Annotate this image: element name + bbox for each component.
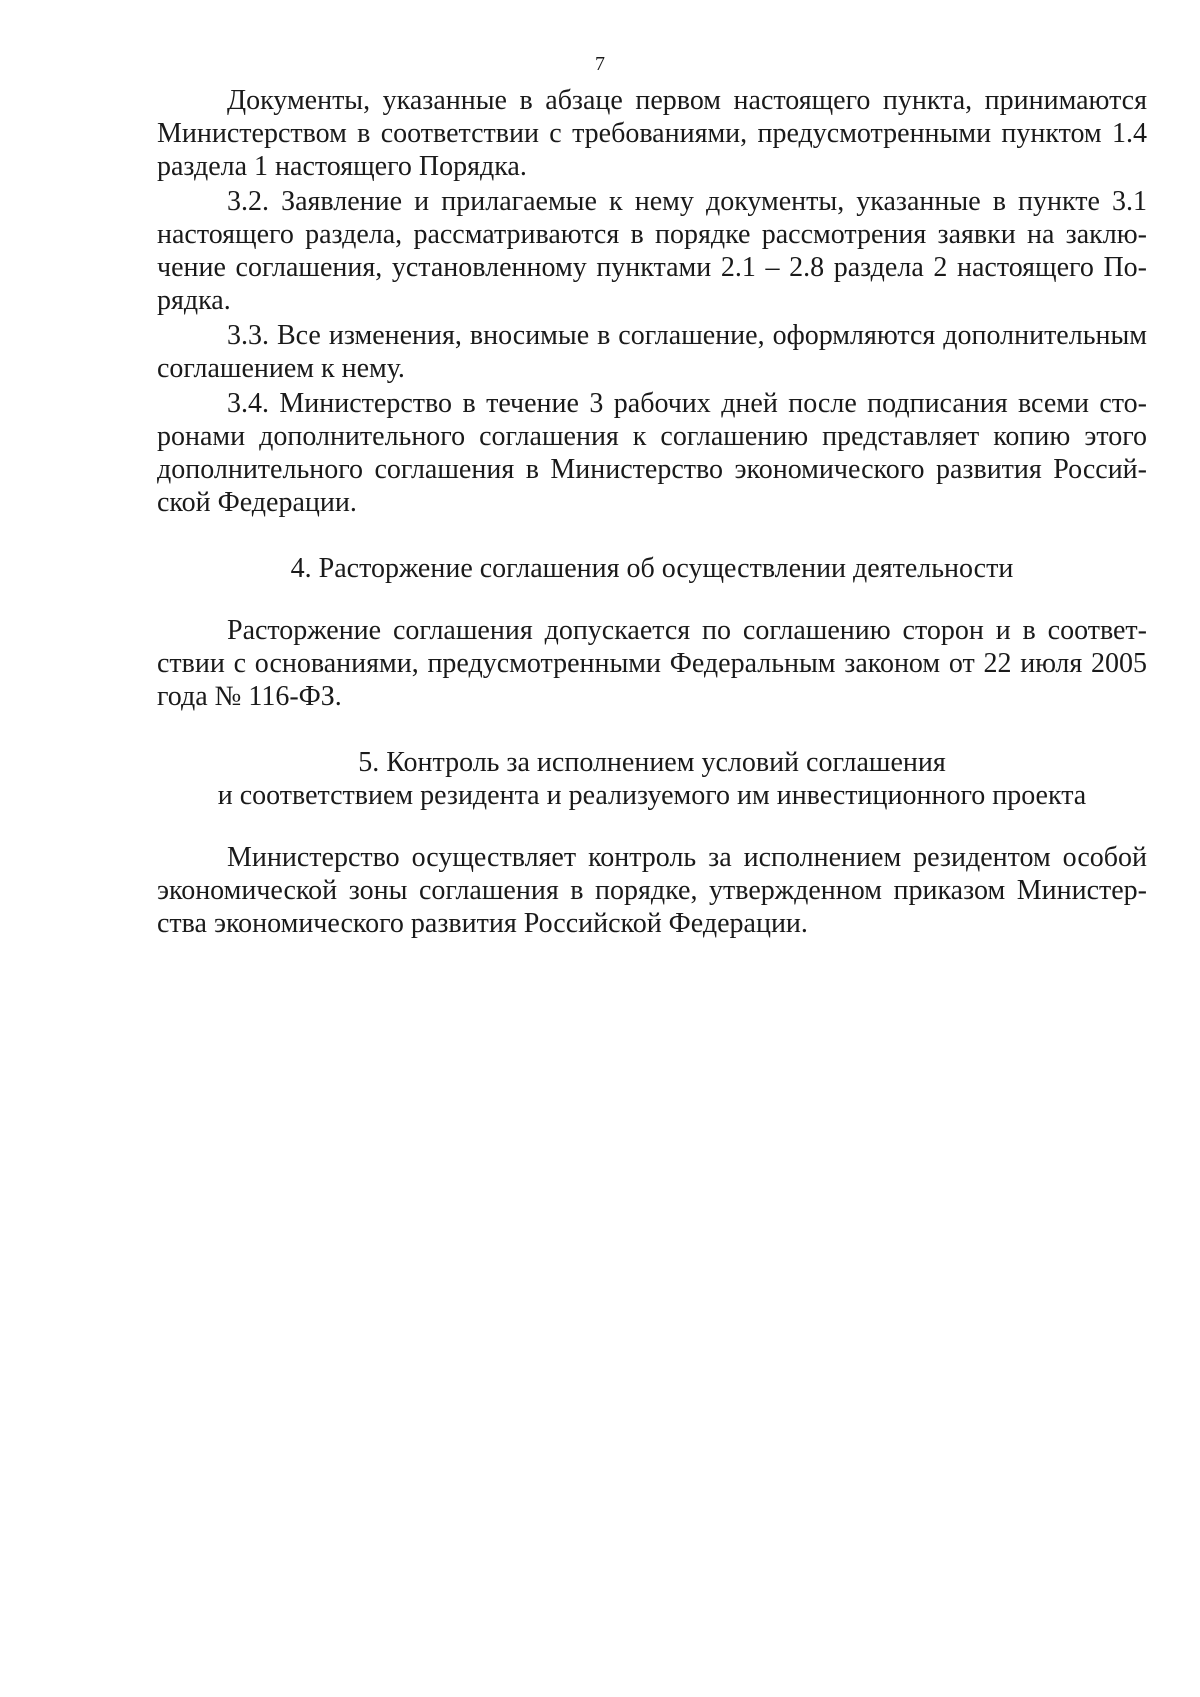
section-4-heading: 4. Расторжение соглашения об осуществлении деятельности: [290, 553, 1014, 584]
section-4-text: Расторжение соглашения допускается по соглашению сторон и в соответствии с основаниями, предусмотренными Федеральным законом от 22 июля 2005 года № 116-ФЗ.: [157, 615, 1147, 712]
paragraph-3-2: 3.2. Заявление и прилагаемые к нему документы, указанные в пункте 3.1 настоящего раздела, рассматриваются в порядке рассмотрения заявки на заключение соглашения, установленному пунктами 2.1 – 2.8 раздела 2 настоящего Порядка.: [157, 186, 1147, 316]
paragraph-3-4: 3.4. Министерство в течение 3 рабочих дней после подписания всеми сторонами дополнительного соглашения к соглашению представляет копию этого дополнительного соглашения в Министерство экономического развития Российской Федерации.: [157, 388, 1147, 518]
section-5-heading-line2: и соответствием резидента и реализуемого им инвестиционного проекта: [217, 780, 1087, 811]
spacer: [157, 521, 1147, 552]
section-5-text: Министерство осуществляет контроль за исполнением резидентом особой экономической зоны соглашения в порядке, утвержденном приказом Министерства экономического развития Российской Федерации.: [157, 842, 1147, 939]
spacer: [157, 812, 1147, 841]
section-5-heading-line1: 5. Контроль за исполнением условий соглашения: [358, 747, 946, 778]
paragraph-documents-acceptance: Документы, указанные в абзаце первом настоящего пункта, принимаются Министерством в соответствии с требованиями, предусмотренными пунктом 1.4 раздела 1 настоящего Порядка.: [157, 85, 1147, 182]
spacer: [157, 715, 1147, 746]
page-number: 7: [595, 53, 605, 75]
paragraph-3-3: 3.3. Все изменения, вносимые в соглашение, оформляются дополнительным соглашением к нему.: [157, 320, 1147, 384]
document-body: [157, 84, 1147, 942]
spacer: [157, 585, 1147, 614]
